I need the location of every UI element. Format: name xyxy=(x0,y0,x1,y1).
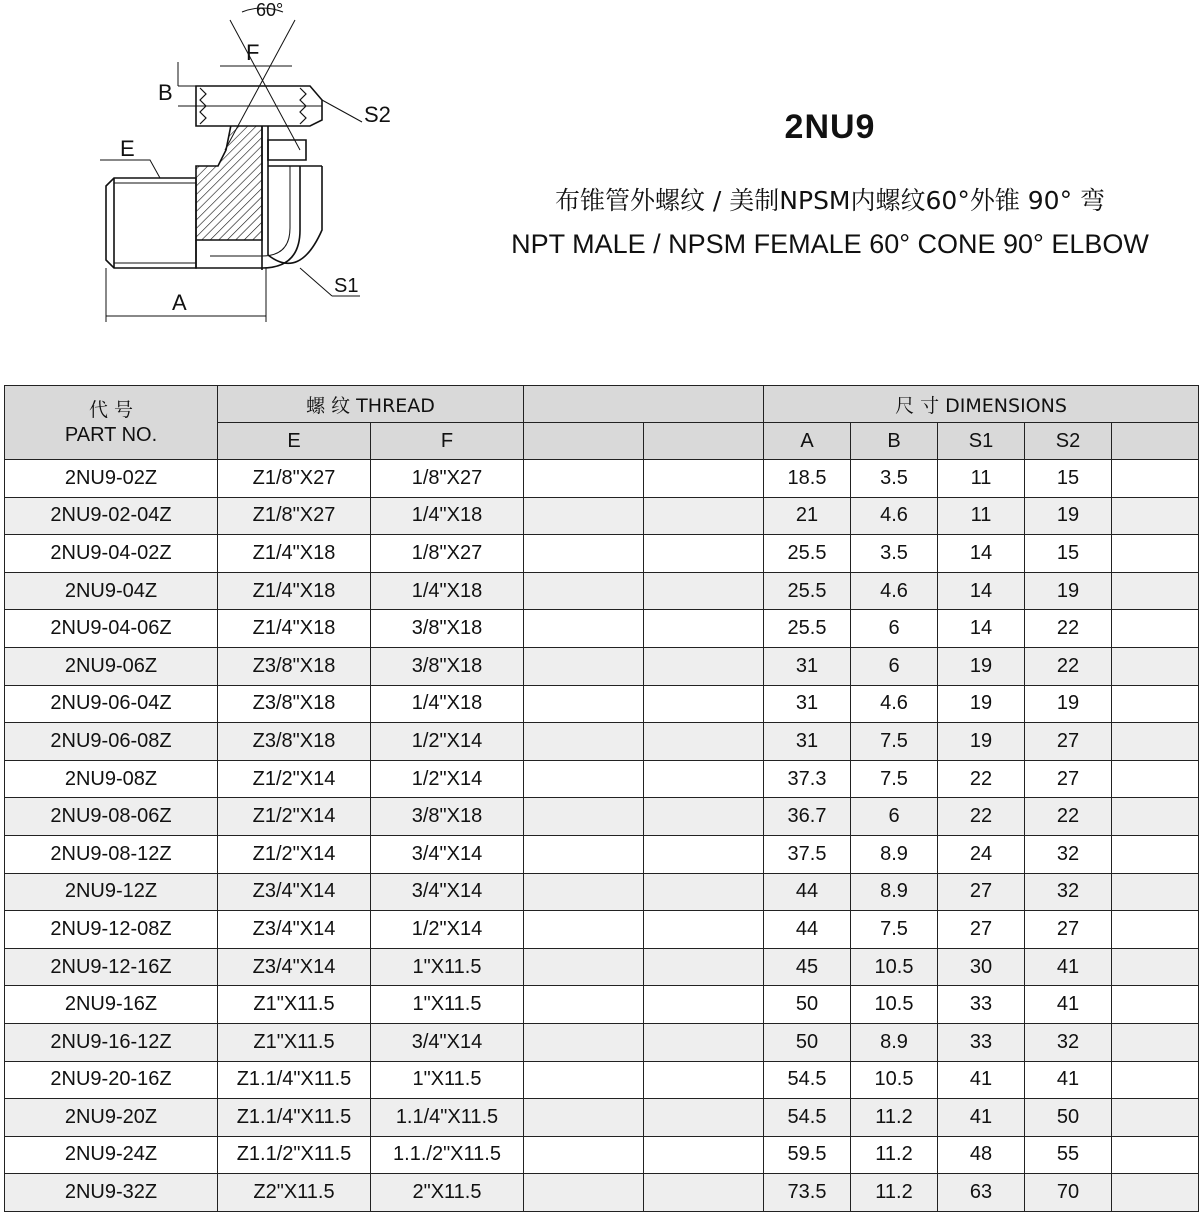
blank-cell xyxy=(644,1061,764,1099)
blank-cell xyxy=(644,760,764,798)
fitting-drawing xyxy=(0,0,420,330)
title-block xyxy=(460,108,1200,260)
part-number-cell: 2NU9-16Z xyxy=(5,986,218,1024)
dim-s2-cell: 41 xyxy=(1025,1061,1112,1099)
thread-e-cell: Z3/8"X18 xyxy=(218,647,371,685)
blank-cell xyxy=(524,685,644,723)
part-number-cell: 2NU9-04Z xyxy=(5,572,218,610)
table-row xyxy=(5,610,1199,648)
table-row xyxy=(5,685,1199,723)
blank-cell xyxy=(524,911,644,949)
dim-a-cell: 54.5 xyxy=(764,1099,851,1137)
thread-f-cell: 3/8"X18 xyxy=(371,798,524,836)
dim-b-cell: 11.2 xyxy=(851,1136,938,1174)
part-number-cell: 2NU9-12-08Z xyxy=(5,911,218,949)
blank-cell xyxy=(1112,685,1199,723)
dim-a-cell: 50 xyxy=(764,1023,851,1061)
thread-f-cell: 1/2"X14 xyxy=(371,723,524,761)
thread-e-cell: Z3/4"X14 xyxy=(218,948,371,986)
table-row xyxy=(5,460,1199,498)
dim-a-cell: 31 xyxy=(764,723,851,761)
thread-f-cell: 3/8"X18 xyxy=(371,647,524,685)
model-title: 2NU9 xyxy=(784,108,876,146)
thread-e-cell: Z1.1/4"X11.5 xyxy=(218,1061,371,1099)
blank-cell xyxy=(524,497,644,535)
thread-f-cell: 1"X11.5 xyxy=(371,948,524,986)
dim-s2-cell: 19 xyxy=(1025,497,1112,535)
table-row xyxy=(5,1061,1199,1099)
dim-a-cell: 25.5 xyxy=(764,572,851,610)
table-row xyxy=(5,723,1199,761)
blank-cell xyxy=(524,572,644,610)
dim-s2-cell: 50 xyxy=(1025,1099,1112,1137)
dim-s1-cell: 27 xyxy=(938,873,1025,911)
e-label: E xyxy=(120,136,135,161)
thread-e-cell: Z1/4"X18 xyxy=(218,610,371,648)
dim-s2-cell: 15 xyxy=(1025,535,1112,573)
dim-b-cell: 6 xyxy=(851,610,938,648)
thread-e-cell: Z1/2"X14 xyxy=(218,835,371,873)
part-header-cn: 代 号 xyxy=(88,398,134,421)
thread-f-cell: 1.1./2"X11.5 xyxy=(371,1136,524,1174)
dim-s1-cell: 22 xyxy=(938,798,1025,836)
thread-f-cell: 3/4"X14 xyxy=(371,835,524,873)
dim-b-cell: 7.5 xyxy=(851,911,938,949)
part-number-cell: 2NU9-24Z xyxy=(5,1136,218,1174)
dim-s2-cell: 22 xyxy=(1025,647,1112,685)
blank-header xyxy=(524,386,764,423)
col-b-header: B xyxy=(851,423,938,460)
dim-b-cell: 3.5 xyxy=(851,535,938,573)
thread-f-cell: 3/4"X14 xyxy=(371,873,524,911)
dim-b-cell: 10.5 xyxy=(851,986,938,1024)
s1-label: S1 xyxy=(334,275,359,297)
dim-s1-cell: 30 xyxy=(938,948,1025,986)
table-row xyxy=(5,798,1199,836)
col-e-header: E xyxy=(218,423,371,460)
col-s2-header: S2 xyxy=(1025,423,1112,460)
blank-cell xyxy=(524,1136,644,1174)
blank-cell xyxy=(644,986,764,1024)
blank-cell xyxy=(644,948,764,986)
part-number-cell: 2NU9-02Z xyxy=(5,460,218,498)
blank-cell xyxy=(524,1023,644,1061)
dim-s2-cell: 19 xyxy=(1025,572,1112,610)
thread-e-cell: Z2"X11.5 xyxy=(218,1174,371,1212)
dim-s1-cell: 14 xyxy=(938,610,1025,648)
a-label: A xyxy=(172,290,187,315)
part-number-cell: 2NU9-04-06Z xyxy=(5,610,218,648)
dim-a-cell: 31 xyxy=(764,647,851,685)
thread-f-cell: 1"X11.5 xyxy=(371,986,524,1024)
thread-e-cell: Z1.1/4"X11.5 xyxy=(218,1099,371,1137)
blank-cell xyxy=(644,798,764,836)
dim-a-cell: 36.7 xyxy=(764,798,851,836)
blank-cell xyxy=(1112,1174,1199,1212)
thread-e-cell: Z1"X11.5 xyxy=(218,986,371,1024)
dim-s1-cell: 27 xyxy=(938,911,1025,949)
part-number-cell: 2NU9-12-16Z xyxy=(5,948,218,986)
thread-e-cell: Z3/4"X14 xyxy=(218,911,371,949)
dim-b-cell: 4.6 xyxy=(851,685,938,723)
blank-cell xyxy=(644,1174,764,1212)
dim-s1-cell: 33 xyxy=(938,1023,1025,1061)
dim-s2-cell: 32 xyxy=(1025,835,1112,873)
thread-f-cell: 2"X11.5 xyxy=(371,1174,524,1212)
blank-cell xyxy=(1112,798,1199,836)
blank-cell xyxy=(524,873,644,911)
dim-s2-cell: 27 xyxy=(1025,911,1112,949)
dim-s2-cell: 55 xyxy=(1025,1136,1112,1174)
thread-f-cell: 1/4"X18 xyxy=(371,572,524,610)
blank-cell xyxy=(524,835,644,873)
thread-e-cell: Z3/8"X18 xyxy=(218,685,371,723)
blank-cell xyxy=(644,1136,764,1174)
part-number-cell: 2NU9-20Z xyxy=(5,1099,218,1137)
dim-s1-cell: 41 xyxy=(938,1061,1025,1099)
part-number-cell: 2NU9-08Z xyxy=(5,760,218,798)
thread-e-cell: Z1"X11.5 xyxy=(218,1023,371,1061)
part-number-cell: 2NU9-06-04Z xyxy=(5,685,218,723)
thread-f-cell: 3/4"X14 xyxy=(371,1023,524,1061)
blank-cell xyxy=(644,685,764,723)
angle-label: 60° xyxy=(256,0,284,20)
dimension-table xyxy=(4,385,1199,1212)
dim-s1-cell: 22 xyxy=(938,760,1025,798)
dim-s1-cell: 11 xyxy=(938,497,1025,535)
dim-s1-cell: 19 xyxy=(938,647,1025,685)
dim-a-cell: 37.3 xyxy=(764,760,851,798)
dim-a-cell: 31 xyxy=(764,685,851,723)
dim-s1-cell: 41 xyxy=(938,1099,1025,1137)
dim-s2-cell: 15 xyxy=(1025,460,1112,498)
blank-cell xyxy=(1112,1099,1199,1137)
blank-cell xyxy=(1112,911,1199,949)
dim-a-cell: 54.5 xyxy=(764,1061,851,1099)
dim-s1-cell: 24 xyxy=(938,835,1025,873)
part-number-cell: 2NU9-12Z xyxy=(5,873,218,911)
dim-a-cell: 18.5 xyxy=(764,460,851,498)
part-header-en: PART NO. xyxy=(64,423,158,446)
dim-a-cell: 25.5 xyxy=(764,610,851,648)
thread-e-cell: Z1/2"X14 xyxy=(218,798,371,836)
dim-s1-cell: 11 xyxy=(938,460,1025,498)
dim-b-cell: 4.6 xyxy=(851,497,938,535)
thread-e-cell: Z3/8"X18 xyxy=(218,723,371,761)
dim-s2-cell: 22 xyxy=(1025,798,1112,836)
b-label: B xyxy=(158,80,173,105)
blank-cell xyxy=(1112,535,1199,573)
blank-cell xyxy=(524,535,644,573)
dim-a-cell: 44 xyxy=(764,911,851,949)
part-number-cell: 2NU9-08-06Z xyxy=(5,798,218,836)
blank-cell xyxy=(524,1099,644,1137)
dim-s2-cell: 22 xyxy=(1025,610,1112,648)
dim-b-cell: 7.5 xyxy=(851,723,938,761)
table-row xyxy=(5,835,1199,873)
col-f-header: F xyxy=(371,423,524,460)
thread-e-cell: Z1/4"X18 xyxy=(218,535,371,573)
table-row xyxy=(5,986,1199,1024)
blank-cell xyxy=(1112,572,1199,610)
dim-s2-cell: 70 xyxy=(1025,1174,1112,1212)
blank-cell xyxy=(524,1061,644,1099)
blank-cell xyxy=(644,610,764,648)
dim-a-cell: 45 xyxy=(764,948,851,986)
table-row xyxy=(5,647,1199,685)
dim-b-cell: 10.5 xyxy=(851,1061,938,1099)
blank-cell xyxy=(1112,986,1199,1024)
blank-cell xyxy=(1112,723,1199,761)
blank-cell xyxy=(1112,647,1199,685)
blank-cell xyxy=(524,460,644,498)
table-row xyxy=(5,1174,1199,1212)
table-row xyxy=(5,1023,1199,1061)
table-row xyxy=(5,948,1199,986)
part-number-header xyxy=(5,386,218,460)
blank-cell xyxy=(524,948,644,986)
dim-b-cell: 8.9 xyxy=(851,1023,938,1061)
table-row xyxy=(5,873,1199,911)
blank-col-2-header xyxy=(644,423,764,460)
table-row xyxy=(5,497,1199,535)
thread-f-cell: 1.1/4"X11.5 xyxy=(371,1099,524,1137)
dim-b-cell: 8.9 xyxy=(851,835,938,873)
dim-a-cell: 44 xyxy=(764,873,851,911)
blank-cell xyxy=(1112,1061,1199,1099)
thread-f-cell: 1/8"X27 xyxy=(371,460,524,498)
f-label: F xyxy=(246,40,260,65)
blank-cell xyxy=(644,911,764,949)
dim-a-cell: 21 xyxy=(764,497,851,535)
part-number-cell: 2NU9-02-04Z xyxy=(5,497,218,535)
blank-cell xyxy=(1112,948,1199,986)
blank-cell xyxy=(524,986,644,1024)
part-number-cell: 2NU9-06Z xyxy=(5,647,218,685)
table-row xyxy=(5,1136,1199,1174)
blank-cell xyxy=(644,873,764,911)
blank-cell xyxy=(1112,835,1199,873)
dim-a-cell: 59.5 xyxy=(764,1136,851,1174)
blank-cell xyxy=(524,798,644,836)
thread-f-cell: 1/4"X18 xyxy=(371,497,524,535)
thread-f-cell: 3/8"X18 xyxy=(371,610,524,648)
blank-cell xyxy=(1112,610,1199,648)
blank-cell xyxy=(644,723,764,761)
blank-cell xyxy=(1112,1136,1199,1174)
thread-e-cell: Z1/8"X27 xyxy=(218,497,371,535)
dim-s1-cell: 19 xyxy=(938,723,1025,761)
blank-cell xyxy=(1112,873,1199,911)
english-description: NPT MALE / NPSM FEMALE 60° CONE 90° ELBOW xyxy=(511,229,1149,259)
dim-s1-cell: 63 xyxy=(938,1174,1025,1212)
dim-s2-cell: 41 xyxy=(1025,986,1112,1024)
dim-s2-cell: 27 xyxy=(1025,760,1112,798)
blank-cell xyxy=(1112,760,1199,798)
chinese-description: 布锥管外螺纹 / 美制NPSM内螺纹60°外锥 90° 弯 xyxy=(554,186,1106,215)
part-number-cell: 2NU9-04-02Z xyxy=(5,535,218,573)
part-number-cell: 2NU9-20-16Z xyxy=(5,1061,218,1099)
table-row xyxy=(5,760,1199,798)
table-row xyxy=(5,572,1199,610)
blank-cell xyxy=(644,460,764,498)
col-a-header: A xyxy=(764,423,851,460)
blank-cell xyxy=(524,647,644,685)
dim-s1-cell: 14 xyxy=(938,572,1025,610)
blank-cell xyxy=(1112,460,1199,498)
dim-s1-cell: 19 xyxy=(938,685,1025,723)
dim-s2-cell: 41 xyxy=(1025,948,1112,986)
thread-e-cell: Z1/2"X14 xyxy=(218,760,371,798)
dim-s2-cell: 27 xyxy=(1025,723,1112,761)
dim-s1-cell: 48 xyxy=(938,1136,1025,1174)
table-row xyxy=(5,535,1199,573)
thread-f-cell: 1/8"X27 xyxy=(371,535,524,573)
dim-s1-cell: 33 xyxy=(938,986,1025,1024)
dim-b-cell: 4.6 xyxy=(851,572,938,610)
blank-cell xyxy=(644,497,764,535)
part-number-cell: 2NU9-08-12Z xyxy=(5,835,218,873)
thread-f-cell: 1/2"X14 xyxy=(371,760,524,798)
thread-f-cell: 1/4"X18 xyxy=(371,685,524,723)
blank-cell xyxy=(524,610,644,648)
blank-cell xyxy=(1112,497,1199,535)
blank-cell xyxy=(1112,1023,1199,1061)
dim-s2-cell: 19 xyxy=(1025,685,1112,723)
dim-b-cell: 11.2 xyxy=(851,1099,938,1137)
blank-col-1-header xyxy=(524,423,644,460)
dim-b-cell: 6 xyxy=(851,798,938,836)
part-number-cell: 2NU9-06-08Z xyxy=(5,723,218,761)
blank-cell xyxy=(524,760,644,798)
blank-cell xyxy=(644,647,764,685)
dim-a-cell: 37.5 xyxy=(764,835,851,873)
dim-s1-cell: 14 xyxy=(938,535,1025,573)
dim-a-cell: 50 xyxy=(764,986,851,1024)
table-row xyxy=(5,1099,1199,1137)
thread-f-cell: 1/2"X14 xyxy=(371,911,524,949)
s2-label: S2 xyxy=(364,102,391,127)
blank-col-3-header xyxy=(1112,423,1199,460)
table-row xyxy=(5,911,1199,949)
dim-b-cell: 7.5 xyxy=(851,760,938,798)
blank-cell xyxy=(644,1023,764,1061)
dimensions-header: 尺 寸 DIMENSIONS xyxy=(764,386,1199,423)
dim-s2-cell: 32 xyxy=(1025,1023,1112,1061)
blank-cell xyxy=(644,1099,764,1137)
dim-b-cell: 3.5 xyxy=(851,460,938,498)
dim-b-cell: 6 xyxy=(851,647,938,685)
blank-cell xyxy=(644,535,764,573)
dim-s2-cell: 32 xyxy=(1025,873,1112,911)
thread-e-cell: Z1.1/2"X11.5 xyxy=(218,1136,371,1174)
blank-cell xyxy=(524,723,644,761)
dim-a-cell: 25.5 xyxy=(764,535,851,573)
dim-b-cell: 11.2 xyxy=(851,1174,938,1212)
dim-b-cell: 8.9 xyxy=(851,873,938,911)
thread-e-cell: Z3/4"X14 xyxy=(218,873,371,911)
part-number-cell: 2NU9-32Z xyxy=(5,1174,218,1212)
thread-e-cell: Z1/8"X27 xyxy=(218,460,371,498)
col-s1-header: S1 xyxy=(938,423,1025,460)
blank-cell xyxy=(644,572,764,610)
blank-cell xyxy=(524,1174,644,1212)
thread-f-cell: 1"X11.5 xyxy=(371,1061,524,1099)
dim-a-cell: 73.5 xyxy=(764,1174,851,1212)
blank-cell xyxy=(644,835,764,873)
part-number-cell: 2NU9-16-12Z xyxy=(5,1023,218,1061)
dim-b-cell: 10.5 xyxy=(851,948,938,986)
thread-e-cell: Z1/4"X18 xyxy=(218,572,371,610)
thread-header: 螺 纹 THREAD xyxy=(218,386,524,423)
